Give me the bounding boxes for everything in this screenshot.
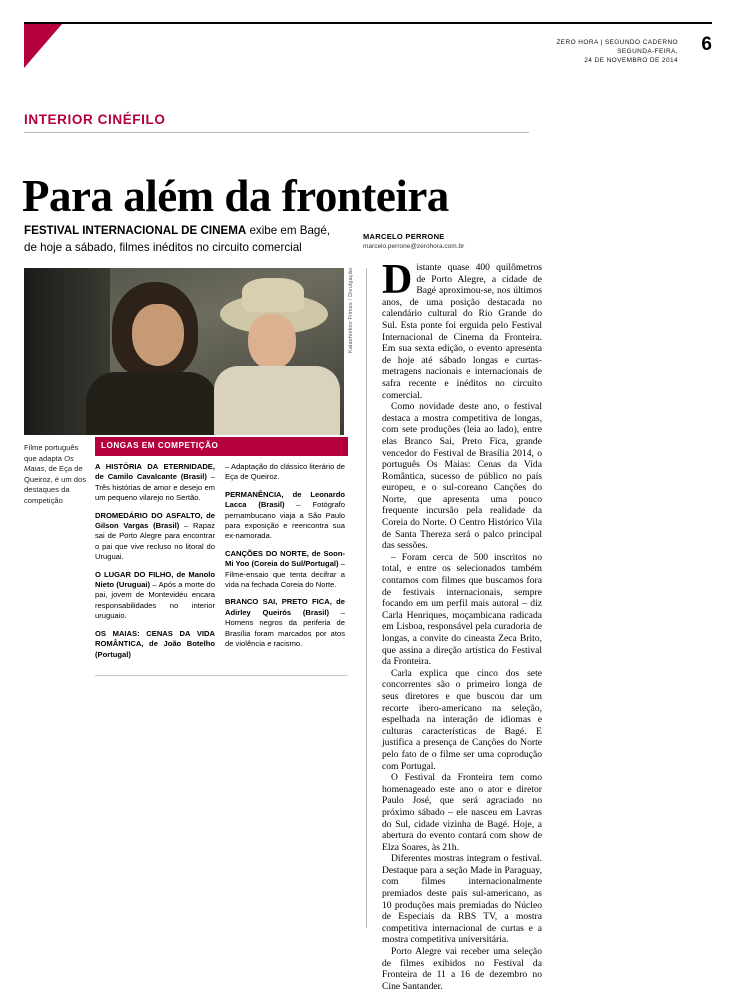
author-email: marcelo.perrone@zerohora.com.br bbox=[363, 243, 465, 250]
drop-cap: D bbox=[382, 257, 413, 303]
article-paragraph: Como novidade deste ano, o festival destaca a mostra competitiva de longas, com sete produções (leia ao lado), entre elas Branco Sai, Preto Fica, grande vencedor do Festival de Brasília 2014, o português Os Maias: Cenas da Vida Romântica, sucesso de público no país europeu, e o sul-coreano Canções do Norte, que apresenta uma pouco frequente incursão pela realidade da Coreia do Norte. O Centro Histórico Vila de Santa Thereza será o palco principal das sessões. bbox=[382, 401, 542, 552]
sidebar-box-body bbox=[95, 456, 348, 676]
film-desc: – Após a morte do pai, jovem de Montevidéu encara responsabilidades no interior uruguaio. bbox=[95, 580, 215, 621]
film-desc: – Fotógrafo pernambucano viaja a São Paulo para exposição e reencontra sua ex-namorada. bbox=[225, 500, 345, 541]
photo-figure-man-body bbox=[86, 372, 218, 435]
sidebar-box bbox=[95, 437, 348, 676]
brand-flag-icon bbox=[24, 24, 62, 68]
photo-figure-woman-face bbox=[248, 314, 296, 370]
sidebar-column-left bbox=[95, 462, 215, 667]
publication-weekday: SEGUNDA-FEIRA, bbox=[617, 48, 678, 55]
article-paragraph bbox=[382, 257, 542, 401]
film-desc: – Rapaz sai de Porto Alegre para encontrar o pai que vive recluso no litoral do Uruguai. bbox=[95, 521, 215, 562]
film-desc: – Três histórias de amor e desejo em um pequeno vilarejo no Sertão. bbox=[95, 472, 215, 503]
list-item bbox=[95, 629, 215, 660]
film-title: OS MAIAS: CENAS DA VIDA ROMÂNTICA, de João Botelho (Portugal) bbox=[95, 628, 215, 659]
publication-date: 24 DE NOVEMBRO DE 2014 bbox=[584, 57, 678, 64]
film-title: PERMANÊNCIA, de Leonardo Lacca (Brasil) bbox=[225, 489, 345, 510]
article-paragraph: Diferentes mostras integram o festival. Destaque para a seção Made in Paraguay, com filmes internacionalmente premiados deste país sul-americano, as 10 produções mais premiadas do Núcleo de Especiais da RBS TV, a mostra competitiva internacional de curtas e a mostra competitiva universitária. bbox=[382, 853, 542, 946]
list-item bbox=[95, 462, 215, 504]
list-item bbox=[225, 597, 345, 649]
photo-figure-woman-hat-crown bbox=[242, 278, 304, 312]
caption-title: Os Maias bbox=[24, 453, 74, 473]
masthead-info bbox=[556, 38, 678, 65]
sidebar-box-title: LONGAS EM COMPETIÇÃO bbox=[95, 437, 348, 456]
caption-part-1: Filme português que adapta bbox=[24, 443, 79, 463]
section-kicker: INTERIOR CINÉFILO bbox=[24, 112, 166, 127]
standfirst-rest: exibe em Bagé, de hoje a sábado, filmes inéditos no circuito comercial bbox=[24, 224, 331, 254]
kicker-divider bbox=[24, 132, 529, 133]
author-name: MARCELO PERRONE bbox=[363, 232, 445, 241]
photo-caption bbox=[24, 443, 88, 506]
photo-credit: Kalashnikov Filmes / Divulgação bbox=[348, 268, 354, 354]
film-title: DROMEDÁRIO DO ASFALTO, de Gilson Vargas (Brasil) bbox=[95, 510, 215, 531]
top-rule bbox=[24, 22, 712, 24]
article-body bbox=[382, 257, 542, 992]
photo-figure-woman-body bbox=[214, 366, 340, 435]
film-desc: – Filme-ensaio que tenta decifrar a vida na fechada Coreia do Norte. bbox=[225, 559, 345, 590]
list-item bbox=[95, 570, 215, 622]
list-item bbox=[225, 549, 345, 591]
sidebar-column-right bbox=[225, 462, 345, 667]
masthead bbox=[24, 22, 712, 82]
film-title: O LUGAR DO FILHO, de Manolo Nieto (Uruguai) bbox=[95, 569, 215, 590]
film-desc: – Homens negros da periferia de Brasília foram marcados por atos de violência e racismo. bbox=[225, 607, 345, 649]
list-item bbox=[95, 511, 215, 563]
publication-name: ZERO HORA | SEGUNDO CADERNO bbox=[556, 39, 678, 46]
article-paragraph: Carla explica que cinco dos sete concorrentes são o primeiro longa de seus diretores e que buscou dar um recorte ibero-americano na seleção, espelhada na interação de idiomas e culturas características de Bagé. E justifica a presença de Canções do Norte pelo fato de o filme ser uma coprodução com Portugal. bbox=[382, 667, 542, 772]
page-number: 6 bbox=[701, 34, 712, 55]
film-desc: – Adaptação do clássico literário de Eça de Queiroz. bbox=[225, 462, 345, 482]
byline bbox=[363, 232, 523, 250]
article-paragraph: – Foram cerca de 500 inscritos no total, e entre os selecionados também contamos com filmes que buscamos fora de festivais internacionais, sempre focando em um perfil mais autoral – diz Carla Henriques, moçambicana radicada em Lisboa, responsável pela curadoria de longas, a convite do cineasta Zeca Brito, que assina a direção artística do Festival da Fronteira. bbox=[382, 551, 542, 668]
column-divider bbox=[366, 268, 367, 928]
film-title: A HISTÓRIA DA ETERNIDADE, de Camilo Cavalcante (Brasil) bbox=[95, 462, 215, 482]
article-photo bbox=[24, 268, 344, 435]
page-title: Para além da fronteira bbox=[22, 171, 449, 222]
paragraph-text: istante quase 400 quilômetros de Porto Alegre, a cidade de Bagé aproximou-se, nos últimos anos, de uma posição destacada no calendário cultural do Rio Grande do Sul. Esta ponte foi erguida pelo Festival Internacional de Cinema da Fronteira. Em sua sexta edição, o evento apresenta de hoje até sábado longas e curtas-metragens nacionais e internacionais de safra recente e inéditos no circuito comercial. bbox=[382, 262, 542, 401]
article-paragraph: O Festival da Fronteira tem como homenageado este ano o ator e diretor Paulo José, que será agraciado no próximo sábado – ele nasceu em Lavras do Sul, cidade vizinha de Bagé. Hoje, a abertura do evento contará com show de Elza Soares, às 21h. bbox=[382, 772, 542, 853]
list-item bbox=[225, 490, 345, 542]
photo-figure-man-face bbox=[132, 304, 184, 366]
standfirst bbox=[24, 222, 344, 256]
film-title: BRANCO SAI, PRETO FICA, de Adirley Queirós (Brasil) bbox=[225, 597, 345, 617]
caption-part-2: , de Eça de Queiroz, é um dos destaques da competição bbox=[24, 464, 87, 505]
film-title: CANÇÕES DO NORTE, de Soon-Mi Yoo (Coreia do Sul/Portugal) bbox=[225, 548, 345, 569]
article-paragraph: Porto Alegre vai receber uma seleção de filmes exibidos no Festival da Fronteira de 11 a 16 de dezembro no Cine Santander. bbox=[382, 946, 542, 992]
list-item bbox=[225, 462, 345, 483]
standfirst-lead: FESTIVAL INTERNACIONAL DE CINEMA bbox=[24, 224, 247, 237]
